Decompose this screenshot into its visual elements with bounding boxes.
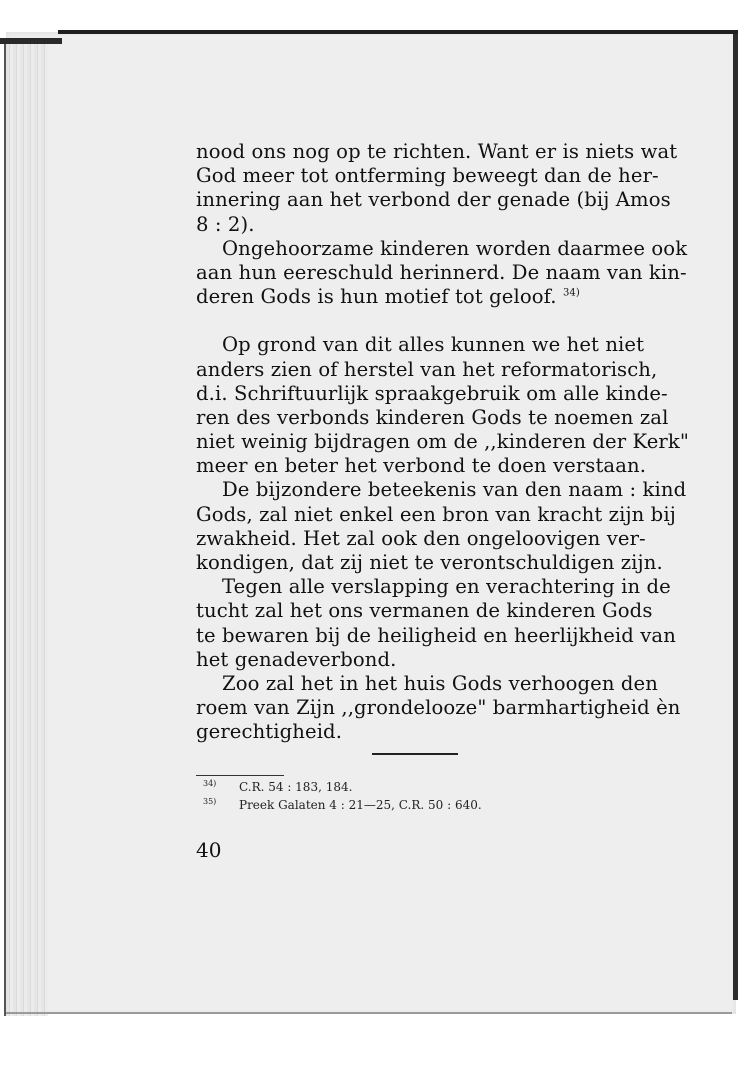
text-line: deren Gods is hun motief tot geloof. $^{34)}$ — [196, 285, 580, 309]
text-line: tucht zal het ons vermanen de kinderen Gods — [196, 599, 653, 623]
section-end-rule — [372, 753, 458, 755]
paragraph — [196, 671, 681, 745]
text-line: nood ons nog op te richten. Want er is niets wat — [196, 140, 678, 163]
text-line: Tegen alle verslapping en verachtering in de — [222, 575, 671, 599]
text-line: het genadeverbond. — [196, 647, 397, 671]
footnote-reference: 34) — [562, 287, 580, 299]
text-line: gerechtigheid. — [196, 720, 343, 744]
text-line: anders zien of herstel van het reformatorisch, — [196, 357, 658, 381]
paragraph-gap — [196, 309, 643, 333]
text-line: zwakheid. Het zal ook den ongeloovigen ver- — [196, 526, 646, 550]
footnote-text: Preek Galaten 4 : 21—25, C.R. 50 : 640. — [239, 798, 482, 812]
text-line: aan hun eereschuld herinnerd. De naam van kin- — [196, 260, 687, 284]
text-line: God meer tot ontferming beweegt dan de her- — [196, 164, 659, 188]
spine-line — [4, 42, 6, 1016]
text-line: Gods, zal niet enkel een bron van kracht zijn bij — [196, 502, 676, 526]
book-spine-edge — [6, 44, 48, 1016]
paragraph — [196, 575, 676, 672]
footnotes — [203, 778, 482, 814]
text-line: De bijzondere beteekenis van den naam : kind — [222, 478, 687, 502]
text-line: roem van Zijn ,,grondelooze" barmhartigheid èn — [196, 696, 681, 720]
text-line: kondigen, dat zij niet te verontschuldigen zijn. — [196, 551, 663, 574]
right-edge — [733, 34, 738, 1000]
text-line: niet weinig bijdragen om de ,,kinderen der Kerk" — [196, 430, 689, 454]
footnote-mark: 34) — [203, 779, 217, 788]
text-line: Op grond van dit alles kunnen we het niet — [222, 333, 645, 357]
body-text — [196, 140, 689, 745]
text-line: Zoo zal het in het huis Gods verhoogen den — [222, 671, 658, 695]
paragraph — [196, 140, 678, 237]
text-line: ren des verbonds kinderen Gods te noemen zal — [196, 405, 669, 429]
paragraph — [196, 478, 687, 575]
text-line: d.i. Schriftuurlijk spraakgebruik om alle kinde- — [196, 381, 668, 405]
top-edge — [58, 30, 738, 34]
page-number: 40 — [196, 838, 222, 862]
footnote-text: C.R. 54 : 183, 184. — [239, 780, 353, 794]
text-line: innering aan het verbond der genade (bij Amos — [196, 188, 671, 212]
top-left-corner — [0, 38, 62, 44]
bottom-edge — [6, 1012, 732, 1014]
footnote — [203, 778, 482, 796]
text-line: Ongehoorzame kinderen worden daarmee ook — [222, 236, 688, 260]
footnote — [203, 796, 482, 814]
text-line: meer en beter het verbond te doen verstaan. — [196, 454, 647, 478]
paragraph — [196, 333, 689, 478]
footnote-mark: 35) — [203, 797, 217, 806]
footnote-rule — [196, 775, 284, 776]
paragraph — [196, 236, 688, 310]
text-line: te bewaren bij de heiligheid en heerlijkheid van — [196, 623, 676, 647]
text-line: 8 : 2). — [196, 212, 255, 236]
